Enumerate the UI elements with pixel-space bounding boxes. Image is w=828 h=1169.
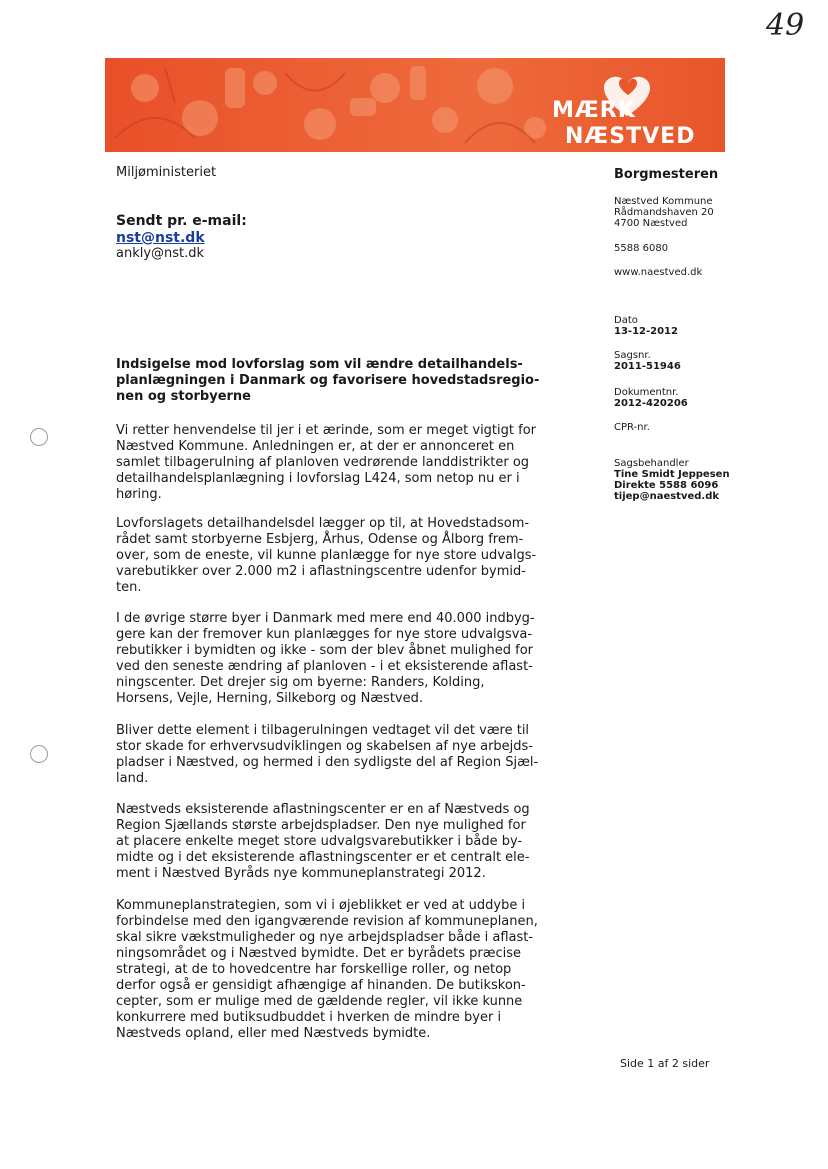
date-label: Dato [614, 315, 638, 326]
body-line: derfor også er gensidigt afhængige af hinanden. De butikskon- [116, 978, 526, 993]
body-line: cepter, som er mulige med de gældende regler, vil ikke kunne [116, 994, 523, 1009]
body-line: strategi, at de to hovedcentre har forskellige roller, og netop [116, 962, 512, 977]
sent-label: Sendt pr. e-mail: [116, 213, 247, 229]
body-line: Horsens, Vejle, Herning, Silkeborg og Næstved. [116, 691, 424, 706]
body-line: gere kan der fremover kun planlægges for nye store udvalgsva- [116, 627, 533, 642]
body-line: Lovforslagets detailhandelsdel lægger op til, at Hovedstadsom- [116, 516, 530, 531]
body-paragraph-1 [116, 423, 556, 503]
sender-street: Rådmandshaven 20 [614, 207, 714, 218]
body-line: forbindelse med den igangværende revision af kommuneplanen, [116, 914, 538, 929]
body-line: midte og i det eksisterende aflastningscenter er et centralt ele- [116, 850, 530, 865]
body-line: I de øvrige større byer i Danmark med mere end 40.000 indbyg- [116, 611, 535, 626]
body-line: at placere enkelte meget store udvalgsvarebutikker i både by- [116, 834, 523, 849]
sender-web[interactable]: www.naestved.dk [614, 267, 703, 278]
body-line: ningsområdet og i Næstved bymidte. Det er byrådets præcise [116, 946, 521, 961]
body-line: Næstveds eksisterende aflastningscenter er en af Næstveds og [116, 802, 530, 817]
handler-label: Sagsbehandler [614, 458, 689, 469]
body-line: konkurrere med butiksudbuddet i hverken de mindre byer i [116, 1010, 502, 1025]
body-paragraph-3 [116, 611, 556, 707]
body-line: ved den seneste ændring af planloven - i et eksisterende aflast- [116, 659, 533, 674]
date-value: 13-12-2012 [614, 326, 678, 337]
body-line: Vi retter henvendelse til jer i et ærinde, som er meget vigtigt for [116, 423, 536, 438]
body-line: ten. [116, 580, 142, 595]
sender-city: 4700 Næstved [614, 218, 688, 229]
body-line: samlet tilbagerulning af planloven vedrørende landdistrikter og [116, 455, 530, 470]
body-line: over, som de eneste, vil kunne planlægge for nye store udvalgs- [116, 548, 537, 563]
doc-value: 2012-420206 [614, 398, 688, 409]
body-line: skal sikre vækstmuligheder og nye arbejdspladser både i aflast- [116, 930, 534, 945]
body-line: rådet samt storbyerne Esbjerg, Århus, Odense og Ålborg frem- [116, 532, 524, 547]
handler-email[interactable]: tijep@naestved.dk [614, 491, 720, 502]
body-paragraph-6 [116, 898, 556, 1042]
body-line: Region Sjællands største arbejdspladser. Den nye mulighed for [116, 818, 526, 833]
body-paragraph-4 [116, 723, 556, 787]
handler-name: Tine Smidt Jeppesen [614, 469, 730, 480]
page-counter: Side 1 af 2 sider [620, 1057, 710, 1070]
cpr-label: CPR-nr. [614, 422, 650, 433]
recipient-email-secondary: ankly@nst.dk [116, 246, 205, 261]
brand-line-2: NÆSTVED [565, 124, 696, 149]
body-line: pladser i Næstved, og hermed i den sydligste del af Region Sjæl- [116, 755, 539, 770]
brand-line-1: MÆRK [552, 98, 636, 123]
punch-hole-icon [30, 745, 48, 763]
body-line: ningscenter. Det drejer sig om byerne: Randers, Kolding, [116, 675, 485, 690]
subject-line: Indsigelse mod lovforslag som vil ændre detailhandels- [116, 357, 523, 372]
subject-line: nen og storbyerne [116, 389, 251, 404]
body-line: rebutikker i bymidten og ikke - som der blev åbnet mulighed for [116, 643, 534, 658]
body-line: stor skade for erhvervsudviklingen og skabelsen af nye arbejds- [116, 739, 534, 754]
sender-phone: 5588 6080 [614, 243, 669, 254]
recipient-email-link[interactable]: nst@nst.dk [116, 230, 205, 246]
body-line: Bliver dette element i tilbagerulningen vedtaget vil det være til [116, 723, 530, 738]
body-line: varebutikker over 2.000 m2 i aflastningscentre udenfor bymid- [116, 564, 526, 579]
body-line: Kommuneplanstrategien, som vi i øjeblikket er ved at uddybe i [116, 898, 526, 913]
body-paragraph-2 [116, 516, 556, 596]
sender-title: Borgmesteren [614, 167, 719, 182]
body-line: Næstveds opland, eller med Næstveds bymidte. [116, 1026, 431, 1041]
sender-org: Næstved Kommune [614, 196, 713, 207]
handwritten-page-number: 49 [766, 8, 805, 43]
letter-subject [116, 357, 566, 405]
case-value: 2011-51946 [614, 361, 681, 372]
body-paragraph-5 [116, 802, 556, 882]
case-label: Sagsnr. [614, 350, 651, 361]
body-line: land. [116, 771, 149, 786]
recipient-name: Miljøministeriet [116, 165, 217, 180]
subject-line: planlægningen i Danmark og favorisere hovedstadsregio- [116, 373, 540, 388]
body-line: Næstved Kommune. Anledningen er, at der er annonceret en [116, 439, 515, 454]
body-line: høring. [116, 487, 162, 502]
body-line: ment i Næstved Byråds nye kommuneplanstrategi 2012. [116, 866, 486, 881]
punch-hole-icon [30, 428, 48, 446]
doc-label: Dokumentnr. [614, 387, 679, 398]
handler-phone: Direkte 5588 6096 [614, 480, 719, 491]
body-line: detailhandelsplanlægning i lovforslag L424, som netop nu er i [116, 471, 520, 486]
header-banner [105, 58, 725, 152]
